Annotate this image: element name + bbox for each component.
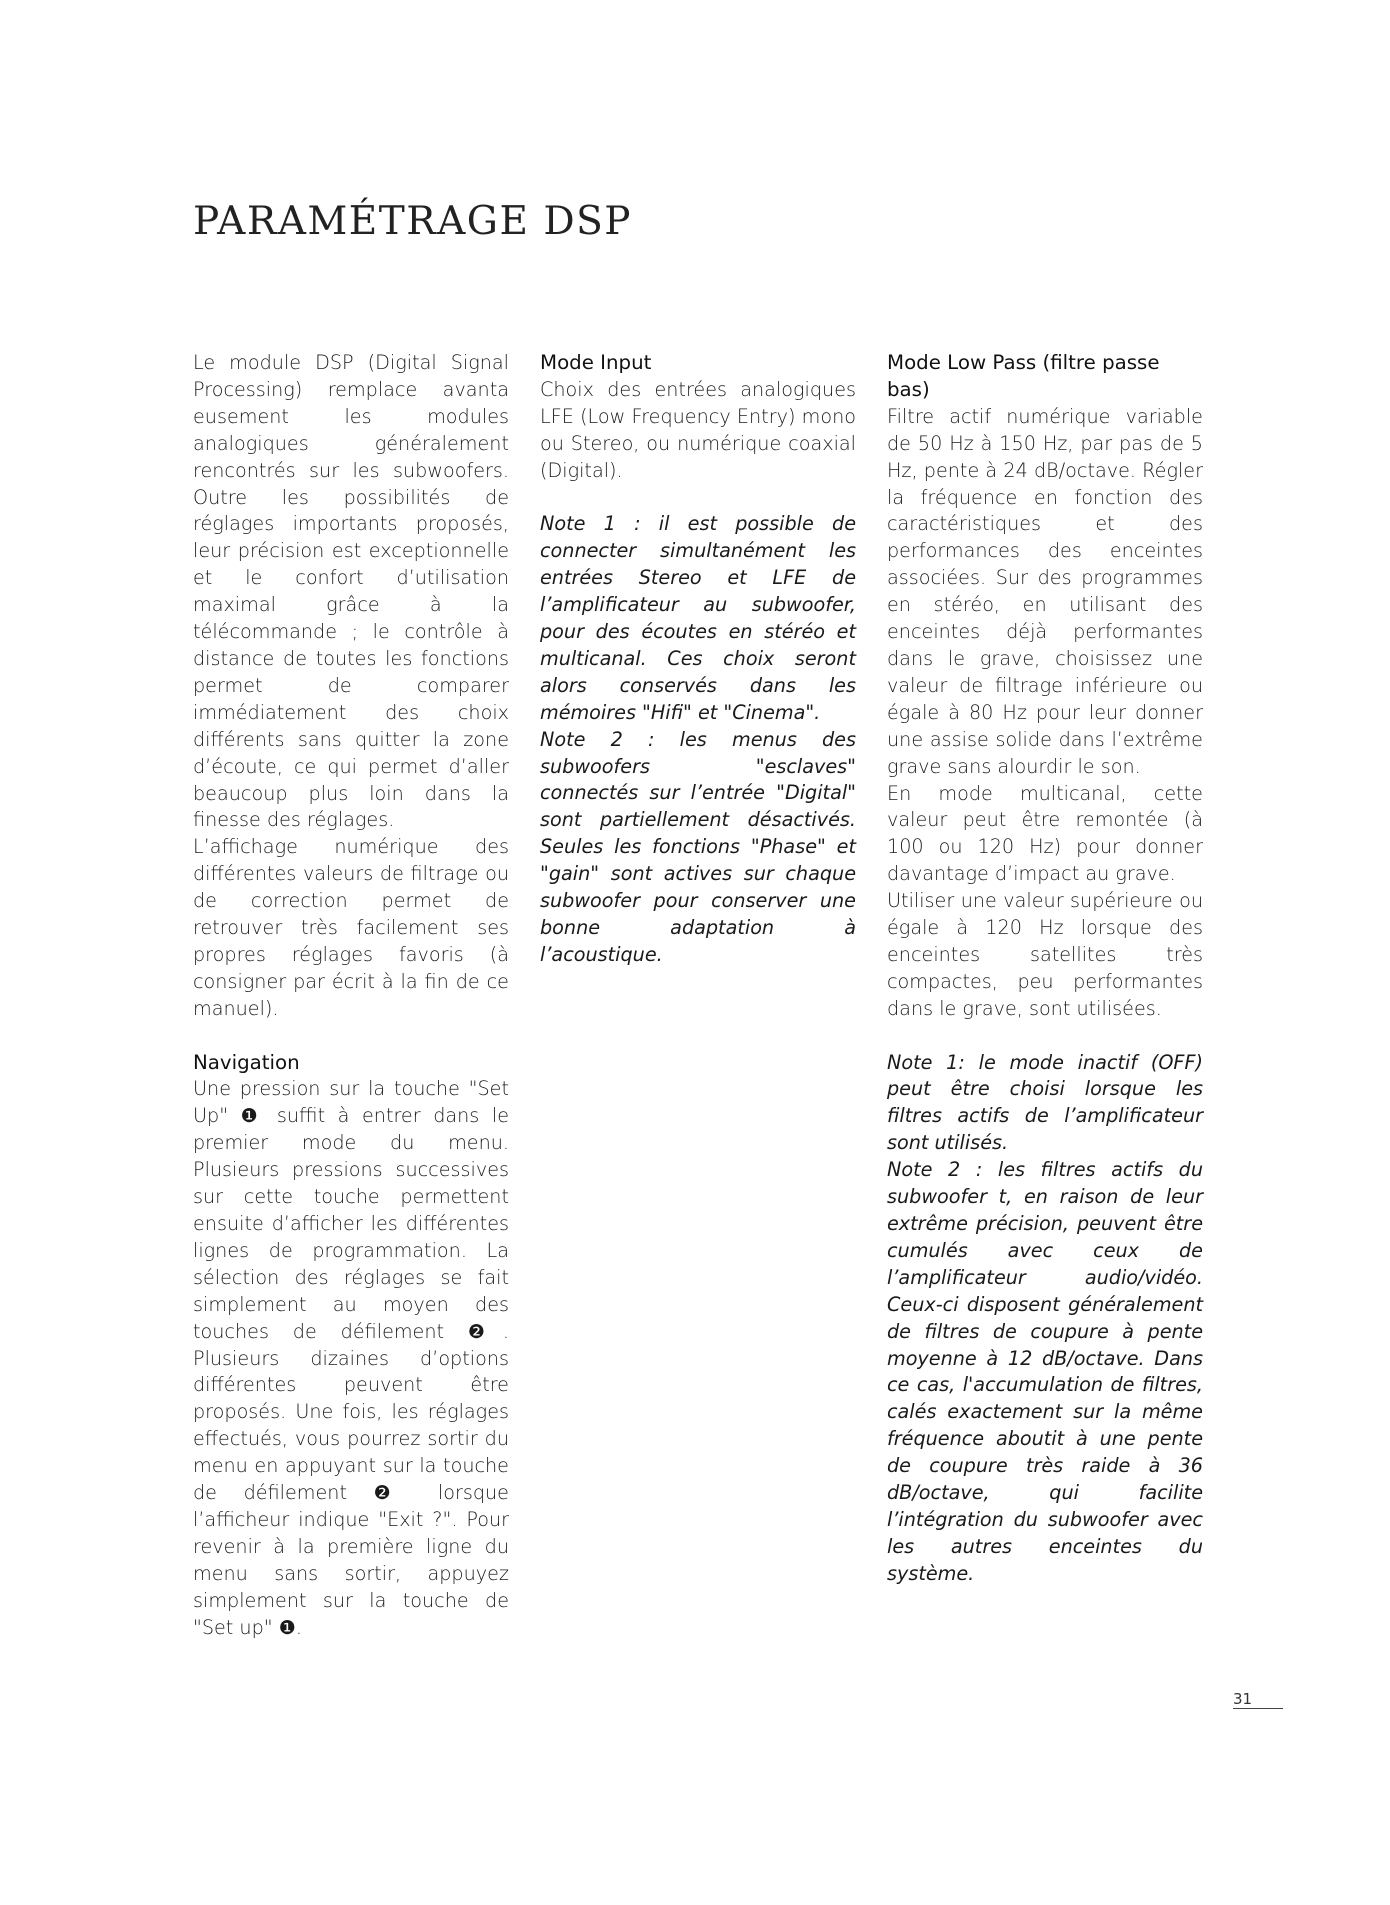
display-paragraph: L’affichage numérique des différentes valeurs de filtrage ou de correction permet de retrouver très facilement ses propres réglages favoris (à consigner par écrit à la fin de ce manuel). bbox=[193, 835, 509, 1020]
navigation-paragraph: Une pression sur la touche "Set Up" ❶ suffit à entrer dans le premier mode du menu. Plusieurs pressions successives sur cette touche permettent ensuite d’afficher les différentes lignes de programmation. La sélection des réglages se fait simplement au moyen des touches de défilement ❷. Plusieurs dizaines d’options différentes peuvent être proposés. Une fois, les réglages effectués, vous pourrez sortir du menu en appuyant sur la touche de défilement ❷ lorsque l’afficheur indique "Exit ?". Pour revenir à la première ligne du menu sans sortir, appuyez simplement sur la touche de "Set up" ❶. bbox=[193, 1077, 509, 1639]
low-pass-paragraph-2: En mode multicanal, cette valeur peut être remontée (à 100 ou 120 Hz) pour donner davantage d’impact au grave. bbox=[887, 781, 1203, 886]
low-pass-note-2: Note 2 : les filtres actifs du subwoofer t, en raison de leur extrême précision, peuvent être cumulés avec ceux de l’amplificateur audio/vidéo. Ceux-ci disposent généralement de filtres de coupure à pente moyenne à 12 dB/octave. Dans ce cas, l'accumulation de filtres, calés exactement sur la même fréquence aboutit à une pente de coupure très raide à 36 dB/octave, qui facilite l’intégration du subwoofer avec les autres enceintes du système. bbox=[887, 1158, 1203, 1585]
page-number: 31 bbox=[1233, 1690, 1253, 1708]
page-number-rule bbox=[1233, 1708, 1283, 1709]
low-pass-paragraph-3: Utiliser une valeur supérieure ou égale à 120 Hz lorsque des enceintes satellites très compactes, peu performantes dans le grave, sont utilisées. bbox=[887, 889, 1203, 1020]
spacer bbox=[193, 1023, 509, 1050]
low-pass-paragraph-1: Filtre actif numérique variable de 50 Hz à 150 Hz, par pas de 5 Hz, pente à 24 dB/octave. Régler la fréquence en fonction des caractéristiques et des performances des enceintes associées. Sur des programmes en stéréo, en utilisant des enceintes déjà performantes dans le grave, choisissez une valeur de filtrage inférieure ou égale à 80 Hz pour leur donner une assise solide dans l’extrême grave sans alourdir le son. bbox=[887, 404, 1203, 778]
page-title: PARAMÉTRAGE DSP bbox=[193, 199, 633, 244]
low-pass-heading: Mode Low Pass (filtre passe bas) bbox=[887, 351, 1160, 401]
mode-input-note-2: Note 2 : les menus des subwoofers "esclaves" connectés sur l’entrée "Digital" sont partiellement désactivés. Seules les fonctions "Phase" et "gain" sont actives sur chaque subwoofer pour conserver une bonne adaptation à l’acoustique. bbox=[540, 727, 856, 966]
mode-input-paragraph: Choix des entrées analogiques LFE (Low Frequency Entry) mono ou Stereo, ou numérique coaxial (Digital). bbox=[540, 377, 856, 482]
spacer bbox=[540, 485, 856, 512]
spacer bbox=[887, 1023, 1203, 1050]
column-right bbox=[887, 350, 1203, 1588]
column-middle bbox=[540, 350, 856, 969]
mode-input-heading: Mode Input bbox=[540, 351, 652, 374]
intro-paragraph: Le module DSP (Digital Signal Processing) remplace avanta eusement les modules analogiques généralement rencontrés sur les subwoofers. Outre les possibilités de réglages importants proposés, leur précision est exceptionnelle et le confort d’utilisation maximal grâce à la télécommande ; le contrôle à distance de toutes les fonctions permet de comparer immédiatement des choix différents sans quitter la zone d’écoute, ce qui permet d’aller beaucoup plus loin dans la finesse des réglages. bbox=[193, 351, 509, 832]
low-pass-note-1: Note 1: le mode inactif (OFF) peut être choisi lorsque les filtres actifs de l’amplificateur sont utilisés. bbox=[887, 1050, 1203, 1155]
column-left bbox=[193, 350, 509, 1641]
navigation-heading: Navigation bbox=[193, 1050, 300, 1074]
mode-input-note-1: Note 1 : il est possible de connecter simultanément les entrées Stereo et LFE de l’amplificateur au subwoofer, pour des écoutes en stéréo et multicanal. Ces choix seront alors conservés dans les mémoires "Hifi" et "Cinema". bbox=[540, 512, 856, 724]
